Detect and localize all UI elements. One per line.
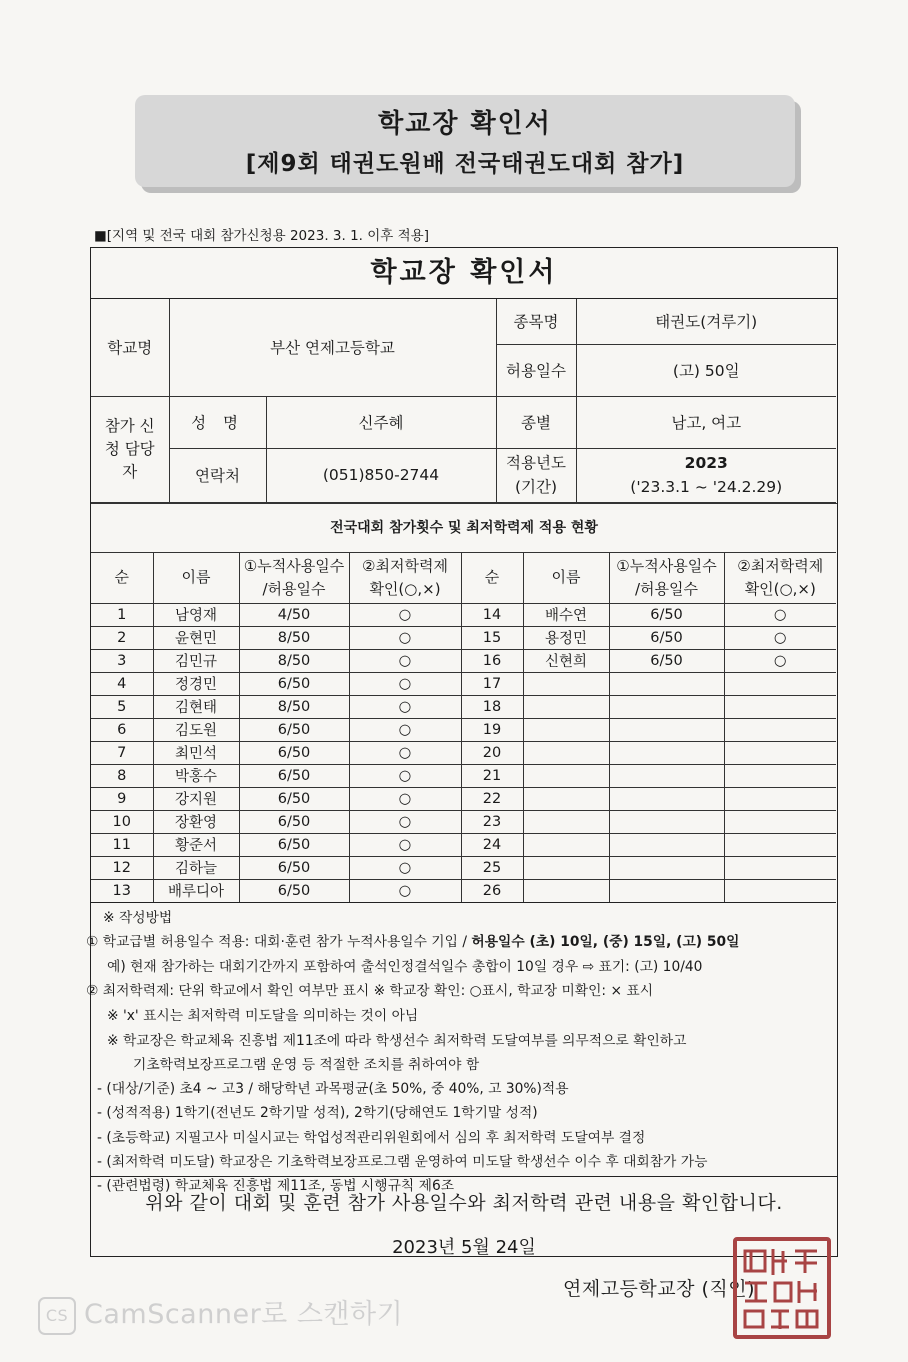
roster-right-mark [724,856,836,879]
event-label: 종목명 [496,299,576,344]
header-check-line2: 확인(○,×) [744,579,816,598]
roster-right-mark [724,672,836,695]
roster-left-name: 김도원 [153,718,239,741]
header-check-line1: ②최저학력제 [737,556,824,575]
roster-right-name [523,856,609,879]
method-line-5: ※ 학교장은 학교체육 진흥법 제11조에 따라 학생선수 최저학력 도달여부를 의무적으로 확인하고 [107,1033,687,1049]
roster-row [91,833,836,856]
roster-left-name: 최민석 [153,741,239,764]
seal-pattern-icon [737,1241,827,1335]
header-days-line1: ①누적사용일수 [616,556,717,575]
roster-left-days: 4/50 [239,603,349,626]
roster-left-no: 10 [91,810,153,833]
roster-row [91,810,836,833]
header-name: 이름 [523,552,609,603]
roster-right-mark [724,695,836,718]
roster-right-mark [724,879,836,902]
header-no: 순 [91,552,153,603]
roster-left-no: 3 [91,649,153,672]
roster-left-days: 6/50 [239,672,349,695]
roster-left-days: 6/50 [239,718,349,741]
roster-right-name [523,879,609,902]
event-value: 태권도(겨루기) [576,299,836,344]
roster-right-no: 19 [461,718,523,741]
roster-row [91,603,836,626]
year-label-line2: (기간) [514,478,558,496]
roster-row [91,856,836,879]
roster-right-mark [724,764,836,787]
header-days-line2: /허용일수 [262,579,326,598]
roster-row [91,741,836,764]
header-check-line1: ②최저학력제 [362,556,448,575]
method-line-3: ② 최저학력제: 단위 학교에서 확인 여부만 표시 ※ 학교장 확인: ○표시, 학교장 미확인: × 표시 [86,983,654,999]
watermark [38,1292,403,1335]
method-line-2: 예) 현재 참가하는 대회기간까지 포함하여 출석인정결석일수 총합이 10일 경우 ⇨ 표기: (고) 10/40 [107,959,703,975]
roster-header-row [91,552,836,603]
roster-right-days [609,787,724,810]
roster-left-name: 강지원 [153,787,239,810]
roster-right-no: 21 [461,764,523,787]
contact-group-label: 참가 신청 담당자 [91,396,169,502]
name-label: 성 명 [169,396,266,448]
period-value: ('23.3.1 ~ '24.2.29) [630,478,783,496]
roster-left-days: 6/50 [239,741,349,764]
phone-value: (051)850-2744 [266,448,496,502]
year-value: 2023 [684,454,728,472]
method-line-10: - (최저학력 미도달) 학교장은 기초학력보장프로그램 운영하여 미도달 학생선수 이수 후 대회참가 가능 [97,1154,708,1170]
roster-right-no: 18 [461,695,523,718]
roster-right-no: 26 [461,879,523,902]
roster-row [91,649,836,672]
roster-left-mark: ○ [349,649,461,672]
category-label: 종별 [496,396,576,448]
roster-left-name: 김하늘 [153,856,239,879]
header-check [724,552,836,603]
roster-right-days [609,695,724,718]
category-value: 남고, 여고 [576,396,836,448]
method-title: ※ 작성방법 [103,910,173,926]
roster-right-no: 22 [461,787,523,810]
roster-row [91,695,836,718]
roster-left-no: 1 [91,603,153,626]
roster-right-no: 23 [461,810,523,833]
roster-left-name: 김현태 [153,695,239,718]
roster-right-days [609,856,724,879]
header-name: 이름 [153,552,239,603]
header-days [239,552,349,603]
roster-right-no: 14 [461,603,523,626]
roster-left-no: 8 [91,764,153,787]
header-subtitle: [제9회 태권도원배 전국태권도대회 참가] [245,151,685,177]
method-line-6: 기초학력보장프로그램 운영 등 적절한 조치를 취하여야 함 [133,1057,480,1073]
year-label [496,448,576,502]
roster-right-name [523,695,609,718]
roster-left-days: 8/50 [239,695,349,718]
roster-left-mark: ○ [349,603,461,626]
roster-left-days: 6/50 [239,764,349,787]
roster-left-mark: ○ [349,787,461,810]
roster-right-days [609,764,724,787]
roster-left-name: 박홍수 [153,764,239,787]
roster-right-days [609,879,724,902]
roster-right-days: 6/50 [609,649,724,672]
confirm-text: 위와 같이 대회 및 훈련 참가 사용일수와 최저학력 관련 내용을 확인합니다. [145,1192,783,1214]
roster-table [91,552,836,903]
roster-left-name: 남영재 [153,603,239,626]
roster-left-days: 6/50 [239,833,349,856]
roster-right-mark: ○ [724,649,836,672]
method-line-1b: 허용일수 (초) 10일, (중) 15일, (고) 50일 [471,934,740,950]
method-line-1 [86,930,739,950]
roster-right-days [609,810,724,833]
watermark-text: CamScanner로 스캔하기 [84,1299,404,1330]
roster-right-name: 용정민 [523,626,609,649]
roster-left-mark: ○ [349,810,461,833]
roster-left-mark: ○ [349,626,461,649]
form-title: 학교장 확인서 [91,248,837,299]
roster-left-no: 7 [91,741,153,764]
method-line-9: - (초등학교) 지필고사 미실시교는 학업성적관리위원회에서 심의 후 최저학력 도달여부 결정 [97,1130,646,1146]
roster-left-no: 11 [91,833,153,856]
roster-left-mark: ○ [349,718,461,741]
allowed-days-value: (고) 50일 [576,344,836,396]
school-label: 학교명 [91,299,169,396]
roster-right-name [523,741,609,764]
roster-right-days [609,718,724,741]
roster-left-no: 12 [91,856,153,879]
roster-left-name: 윤현민 [153,626,239,649]
header-days-line1: ①누적사용일수 [243,556,345,575]
roster-right-name [523,810,609,833]
roster-right-mark [724,810,836,833]
roster-right-mark [724,718,836,741]
roster-right-no: 24 [461,833,523,856]
roster-right-mark [724,741,836,764]
roster-left-no: 4 [91,672,153,695]
year-label-line1: 적용년도 [506,454,566,472]
roster-left-no: 2 [91,626,153,649]
header-check-line2: 확인(○,×) [369,579,441,598]
roster-right-name [523,764,609,787]
header-title: 학교장 확인서 [378,109,552,139]
roster-left-mark: ○ [349,856,461,879]
header-no: 순 [461,552,523,603]
roster-left-name: 황준서 [153,833,239,856]
roster-left-name: 배루디아 [153,879,239,902]
method-line-1a: ① 학교급별 허용일수 적용: 대회·훈련 참가 누적사용일수 기입 / [86,934,472,950]
roster-right-days [609,672,724,695]
phone-label: 연락처 [169,448,266,502]
confirmation-form [86,247,838,1300]
roster-row [91,787,836,810]
roster-right-days [609,741,724,764]
roster-left-no: 9 [91,787,153,810]
roster-right-name: 배수연 [523,603,609,626]
method-line-8: - (성적적용) 1학기(전년도 2학기말 성적), 2학기(당해연도 1학기말 성적) [97,1105,538,1121]
roster-left-no: 13 [91,879,153,902]
allowed-days-label: 허용일수 [496,344,576,396]
name-value: 신주혜 [266,396,496,448]
roster-row [91,879,836,902]
roster-left-mark: ○ [349,672,461,695]
year-value-cell [576,448,836,502]
roster-right-mark: ○ [724,603,836,626]
roster-left-no: 5 [91,695,153,718]
signer: 연제고등학교장 (직인) [563,1278,756,1300]
roster-left-days: 8/50 [239,626,349,649]
school-value: 부산 연제고등학교 [169,299,496,396]
roster-left-days: 6/50 [239,856,349,879]
roster-right-name [523,718,609,741]
official-seal [733,1237,831,1339]
roster-left-days: 6/50 [239,787,349,810]
status-title: 전국대회 참가횟수 및 최저학력제 적용 현황 [91,503,837,552]
confirm-date: 2023년 5월 24일 [392,1237,536,1258]
roster-left-no: 6 [91,718,153,741]
roster-right-days: 6/50 [609,626,724,649]
roster-left-mark: ○ [349,741,461,764]
method-line-11: - (관련법령) 학교체육 진흥법 제11조, 동법 시행규칙 제6조 [97,1178,455,1194]
roster-row [91,672,836,695]
roster-right-name [523,672,609,695]
roster-right-days [609,833,724,856]
header-check [349,552,461,603]
method-line-7: - (대상/기준) 초4 ~ 고3 / 해당학년 과목평균(초 50%, 중 40%, 고 30%)적용 [97,1081,569,1097]
info-table [91,299,836,503]
header-days-line2: /허용일수 [634,579,698,598]
roster-right-no: 20 [461,741,523,764]
roster-right-name: 신현희 [523,649,609,672]
roster-right-days: 6/50 [609,603,724,626]
roster-row [91,718,836,741]
roster-left-mark: ○ [349,879,461,902]
confirm-divider [91,1176,837,1177]
roster-left-name: 김민규 [153,649,239,672]
camscanner-icon: CS [38,1297,76,1335]
header-days [609,552,724,603]
roster-right-name [523,787,609,810]
roster-right-no: 16 [461,649,523,672]
roster-left-mark: ○ [349,695,461,718]
roster-right-no: 17 [461,672,523,695]
roster-right-mark: ○ [724,626,836,649]
roster-row [91,764,836,787]
roster-right-mark [724,833,836,856]
roster-left-mark: ○ [349,833,461,856]
roster-right-mark [724,787,836,810]
roster-left-days: 8/50 [239,649,349,672]
roster-left-name: 장환영 [153,810,239,833]
method-line-4: ※ 'x' 표시는 최저학력 미도달을 의미하는 것이 아님 [107,1008,419,1024]
roster-left-days: 6/50 [239,879,349,902]
roster-left-name: 정경민 [153,672,239,695]
header-box [135,95,795,187]
application-note: ■[지역 및 전국 대회 참가신청용 2023. 3. 1. 이후 적용] [94,228,429,244]
roster-right-name [523,833,609,856]
roster-right-no: 15 [461,626,523,649]
roster-left-days: 6/50 [239,810,349,833]
roster-row [91,626,836,649]
roster-right-no: 25 [461,856,523,879]
roster-left-mark: ○ [349,764,461,787]
